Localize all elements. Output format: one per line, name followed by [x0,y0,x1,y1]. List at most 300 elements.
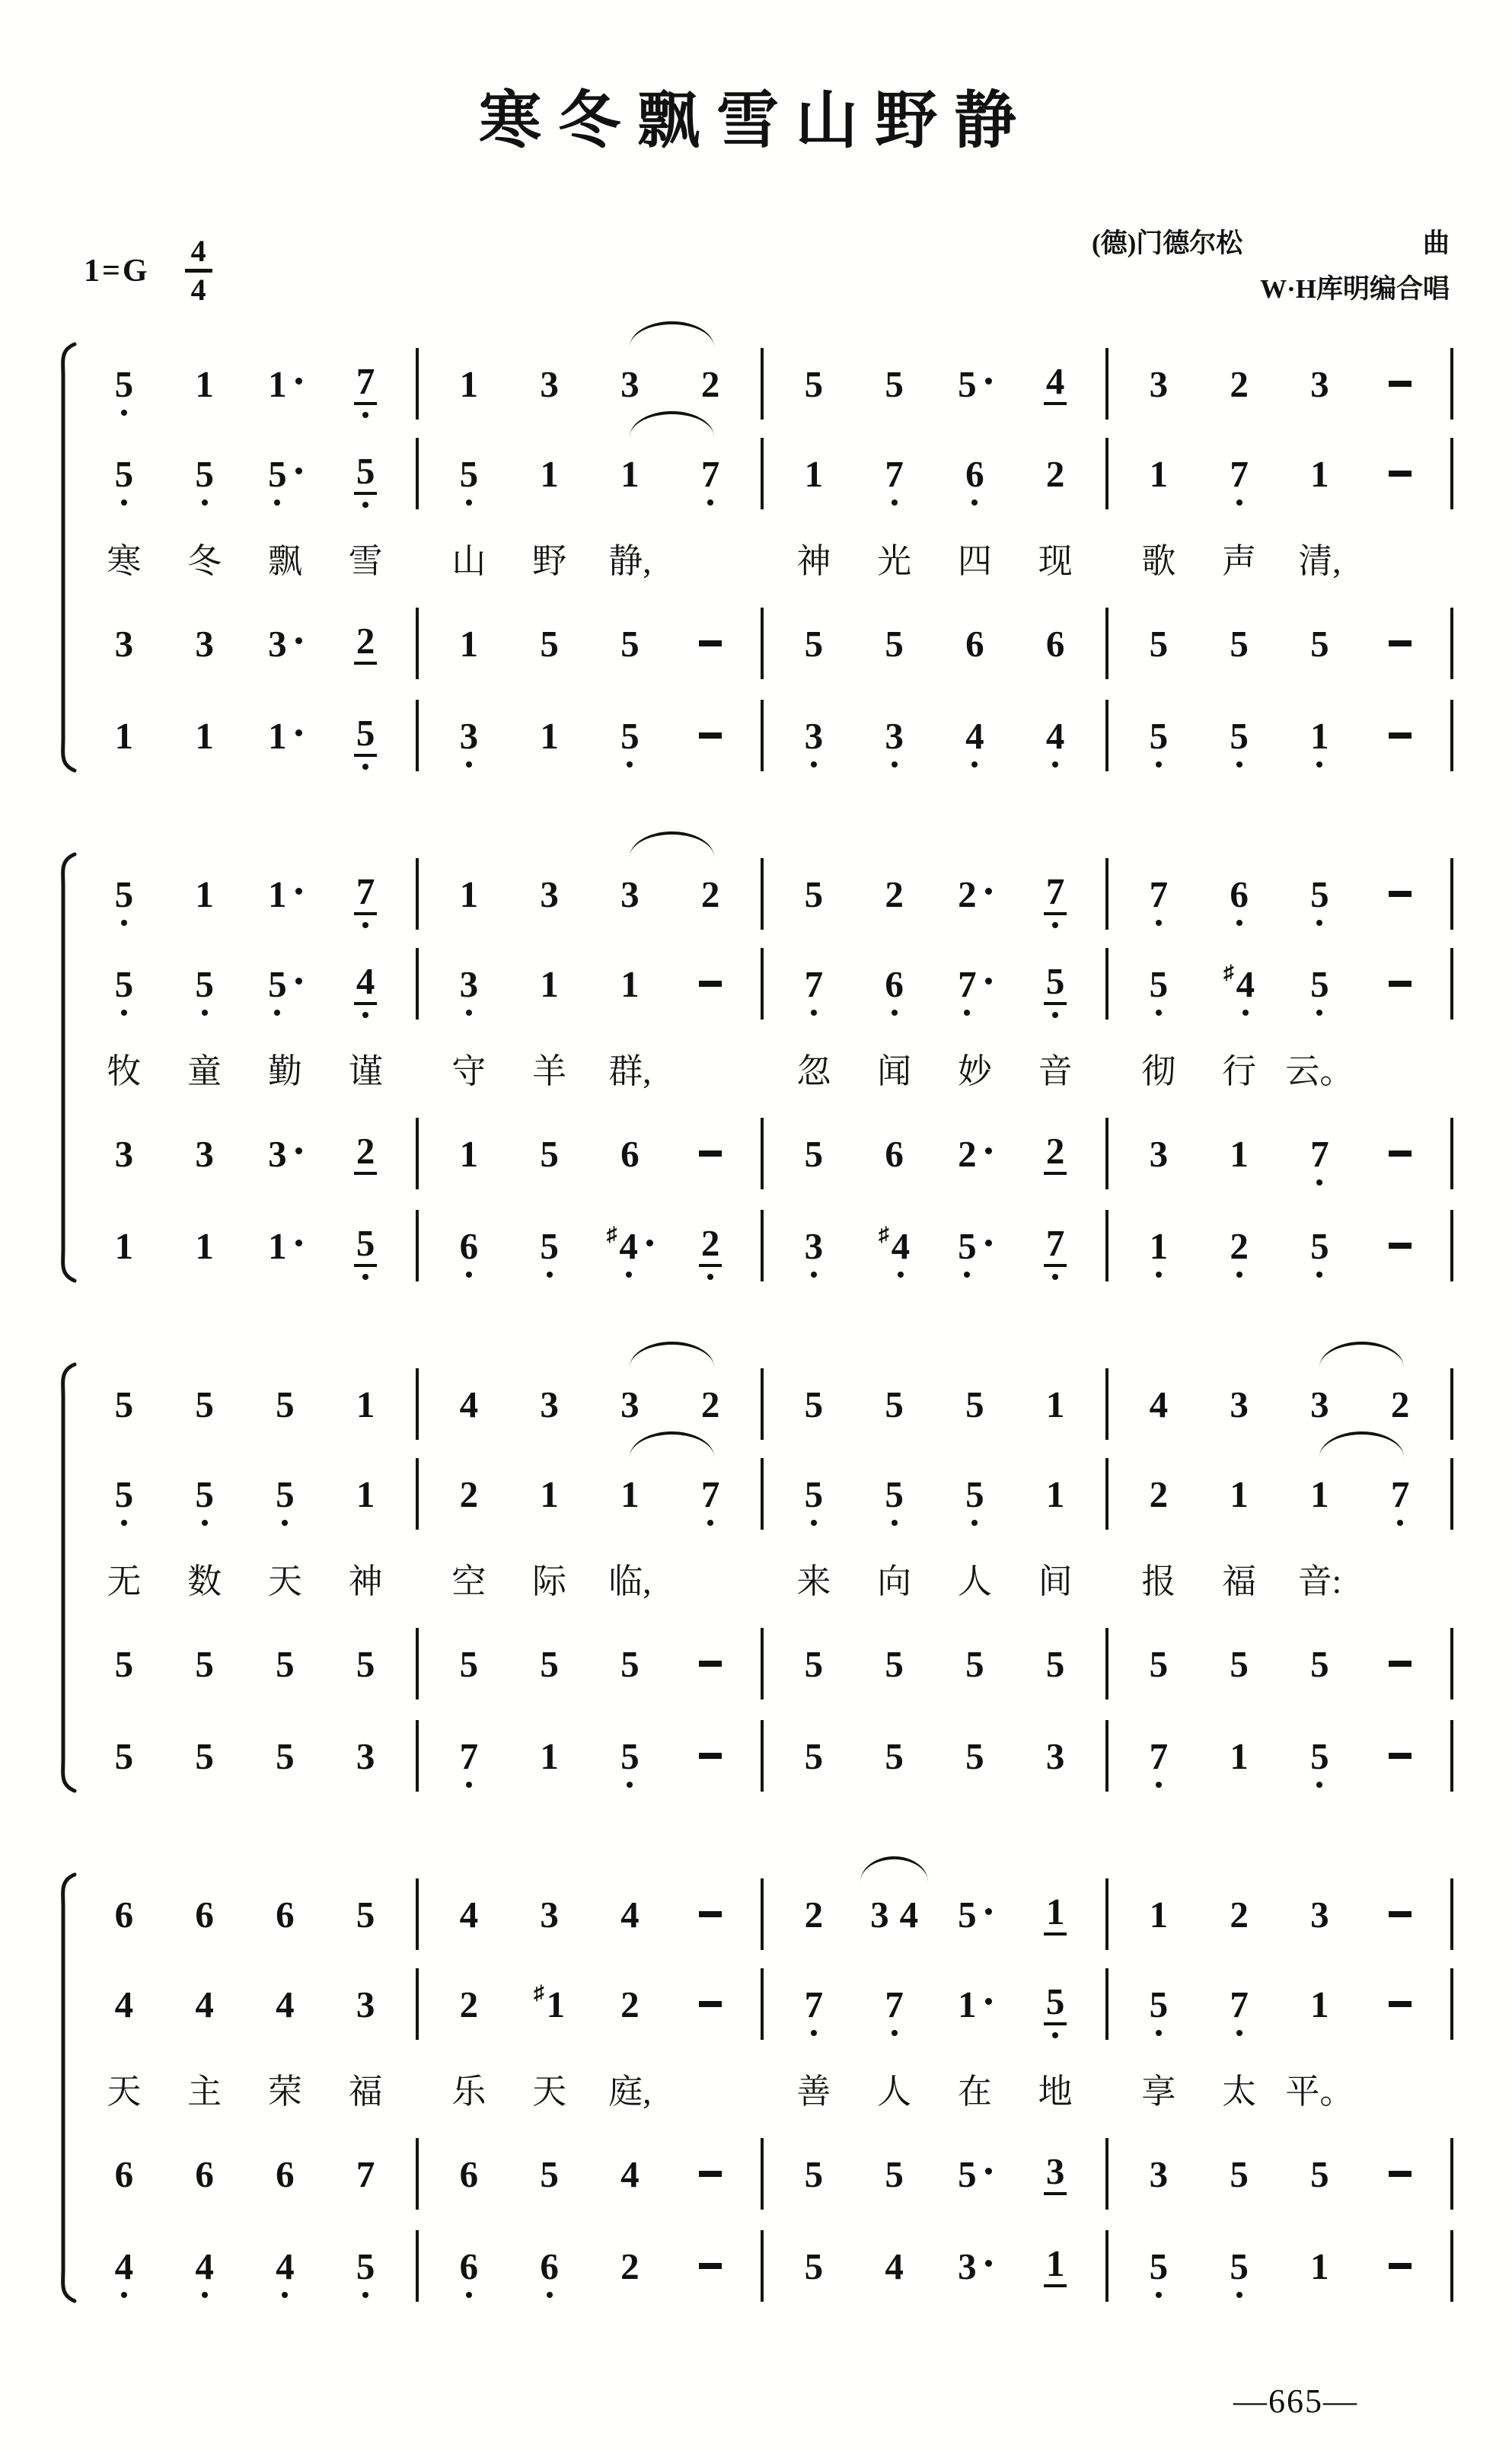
augmentation-dot-icon [985,888,992,895]
note-digit: 5 [885,622,904,665]
note-cell [245,1451,326,1537]
note-digit: 2 [1045,1130,1065,1172]
note-digit: 4 [620,1893,640,1936]
lyric-syllable: 音 [1038,1052,1073,1090]
note-cell [1118,2129,1199,2219]
note-digit: 5 [804,1383,824,1425]
low-octave-dot-icon [202,499,208,506]
note-digits [620,622,640,665]
dash-glyph [699,640,722,646]
low-octave-dot-icon [892,1520,898,1526]
note [540,962,559,1005]
note-digit: 3 [268,622,287,665]
voice-line-4 [84,1713,1463,1798]
note-digit: 5 [1310,622,1329,665]
barline-cell [751,598,774,688]
note-digit: 5 [356,450,375,492]
note [885,1473,904,1515]
note-digits [195,1132,214,1175]
note [195,1224,214,1267]
note-digit: 2 [1045,452,1065,495]
note-cell [1199,1713,1280,1798]
note [1149,1224,1169,1267]
note-digit: 5 [804,2153,824,2195]
note-cell [1015,941,1096,1026]
note-digits [1230,1473,1249,1515]
barline [416,1628,419,1699]
note-cell [774,431,854,516]
note-digits [268,873,287,915]
note-digit: 5 [1310,1642,1329,1685]
lyric-syllable: 羊 [532,1052,567,1090]
note-cell [509,431,590,516]
note-digit: 3 [804,714,824,757]
note-digits [356,2245,375,2287]
lyric-syllable: 报 [1141,1562,1176,1600]
note-digit: 7 [1390,1473,1410,1515]
note [1045,1473,1065,1515]
barline [1450,1720,1453,1792]
note-digits [459,1983,479,2025]
note [1045,622,1065,665]
page-number: —665— [1233,2382,1358,2420]
note-digit: 2 [620,2245,640,2287]
barline [1105,858,1108,930]
note-cell [935,693,1016,778]
note-digit: 5 [958,2153,977,2195]
note-cell [429,2129,509,2219]
composer-line [1092,222,1450,260]
low-octave-dot-icon [626,1272,632,1278]
augmentation-dot-icon [295,888,302,895]
note-cell [509,1451,590,1537]
low-octave-dot-icon [282,2292,288,2298]
note-cell [590,1203,671,1288]
note [965,1473,984,1515]
note-cell [935,1619,1016,1709]
barline-cell [1440,1619,1463,1709]
note-cell [1280,341,1360,426]
barline [761,608,764,679]
note-digit: 5 [356,1893,375,1936]
note [958,962,992,1005]
note-digits [620,452,640,495]
note [1044,2242,1067,2287]
augmentation-dot-icon [295,1147,302,1154]
lyric-syllable: 雪 [348,541,383,580]
note [1390,1473,1410,1515]
note-cell [164,598,245,688]
note-cell [590,1713,671,1798]
note [1044,1132,1067,1175]
barline-cell [1440,2129,1463,2219]
note-digits [114,2245,134,2287]
dash-continuation [1360,1203,1440,1288]
note-digits [965,1642,984,1685]
note [1149,452,1169,495]
note [354,1224,378,1267]
barline [416,1368,419,1440]
barline [1450,1368,1453,1440]
note-digit: 7 [356,870,375,912]
dash-continuation [670,1619,751,1709]
note-digit: 5 [1230,714,1249,757]
note-digit: 1 [620,452,640,495]
low-octave-dot-icon [274,499,280,506]
note-digits [958,2245,977,2287]
note-cell [590,1451,671,1537]
barline [416,1878,419,1950]
barline [1450,1118,1453,1189]
lyric-syllable: 福 [348,2072,383,2111]
note-digit: 5 [459,452,479,495]
lyric-syllable: 神 [796,541,831,580]
note-cell [84,341,164,426]
note-cell [325,851,406,937]
note-digits [268,362,287,405]
barline [1450,700,1453,771]
note-cell [1015,431,1096,516]
dash-continuation [1360,1872,1440,1957]
note [114,1383,134,1425]
note-cell [325,598,406,688]
note-cell [245,693,326,778]
note-digit: 4 [619,1224,638,1267]
barline [1105,948,1108,1020]
low-octave-dot-icon [362,1274,368,1280]
barline [1105,2138,1108,2210]
barline [1450,1878,1453,1950]
note-digits [354,362,378,405]
note-digits [459,362,479,405]
note-digits [1310,1642,1329,1685]
dash-glyph [1389,1661,1412,1667]
lyric-syllable: 人 [877,2072,912,2111]
note-digit: 3 [268,1132,287,1175]
barline-cell [751,941,774,1026]
note-digits [958,962,977,1005]
barline [1105,608,1108,679]
note-digits [276,1473,295,1515]
note-digit: 2 [459,1983,479,2025]
note-cell [935,1713,1016,1798]
note-digit: 3 [870,1893,889,1936]
note-digits [459,1132,479,1175]
note-cell [1015,851,1096,937]
accolade-brace-icon [49,851,84,1284]
note-cell [1280,1451,1360,1537]
note-cell [774,2223,854,2309]
note-digits [700,452,720,495]
note [700,452,720,495]
note-digit: 5 [195,1642,214,1685]
accolade-brace-icon [49,341,84,774]
dash-continuation [670,941,751,1026]
note-digit: 3 [620,1383,640,1425]
barline [1450,348,1453,420]
note-cell [429,941,509,1026]
lyric-empty [1360,1541,1440,1614]
note-digits [459,1642,479,1685]
barline [1105,1118,1108,1189]
note [958,1224,992,1267]
note-digits [1045,714,1065,757]
note-digit: 5 [1310,962,1329,1005]
note [1230,714,1249,757]
low-octave-dot-icon [466,499,472,506]
low-octave-dot-icon [1156,2030,1162,2036]
note-digits [195,1473,214,1515]
note [958,1983,992,2025]
dash-continuation [1360,431,1440,516]
note-digits [804,1132,824,1175]
note-cell [1360,1361,1440,1447]
note-digits [354,622,378,665]
note-digits [1149,2245,1169,2287]
note-cell [164,1872,245,1957]
note [540,1642,559,1685]
note-digit: 7 [1310,1132,1329,1175]
note-digit: 1 [540,1473,559,1515]
barline [761,438,764,509]
note-digits [1230,1983,1249,2025]
note-digits [354,1132,378,1175]
note-digits [1230,873,1249,915]
note-cell [429,1203,509,1288]
note [804,714,824,757]
note-digit: 7 [1045,1222,1065,1264]
note-digit: 3 [1149,2153,1169,2195]
note [804,1893,824,1936]
note-digits [885,1983,904,2025]
note-cell [774,341,854,426]
note [1149,1642,1169,1685]
note-digits [804,873,824,915]
lyric-syllable: 守 [451,1052,486,1090]
note-digit: 5 [114,1642,134,1685]
dash-continuation [1360,851,1440,937]
brace-column [49,1872,84,2309]
voice-line-2 [84,1451,1463,1537]
note [700,362,720,405]
note-cell [935,2223,1016,2309]
note-digit: 5 [804,2245,824,2287]
note [699,1224,723,1267]
note [114,1893,134,1936]
lyric-empty [1360,521,1440,594]
low-octave-dot-icon [892,761,898,768]
note-digit: 5 [356,1642,375,1685]
note-digit: 1 [114,1224,134,1267]
note-cell [1015,1451,1096,1537]
note [606,1222,653,1267]
barline-cell [406,341,429,426]
note [540,1893,559,1936]
barline [1450,608,1453,679]
note-cell [935,1961,1016,2047]
low-octave-dot-icon [811,1010,817,1016]
note-digits [114,1893,134,1936]
dash-continuation [1360,1713,1440,1798]
note [540,1383,559,1425]
note-digits [620,1642,640,1685]
note-digit: 5 [804,362,824,405]
note [540,714,559,757]
note-cell [1280,1203,1360,1288]
note [276,2245,295,2287]
note-digits [195,962,214,1005]
note-digits [1310,2153,1329,2195]
note-digit: 1 [459,873,479,915]
note-cell [1280,693,1360,778]
note [114,1473,134,1515]
note-digit: 1 [1045,2242,1065,2284]
low-octave-dot-icon [1236,2292,1242,2298]
note-digits [540,1642,559,1685]
note-digits [276,2245,295,2287]
note-cell [84,598,164,688]
note [1310,1132,1329,1175]
note-digit: 4 [195,1983,214,2025]
key-tonic: 1=G [84,253,150,289]
note-digits [1310,873,1329,915]
note [1310,622,1329,665]
note-digit: 6 [540,2245,559,2287]
note-digit: 7 [356,2153,375,2195]
barline [761,700,764,771]
lyric-syllable: 庭, [608,2072,652,2111]
note [1310,1735,1329,1777]
note-digit: 2 [804,1893,824,1936]
note-cell [84,851,164,937]
system-content [84,851,1463,1288]
barline [761,1458,764,1530]
note [804,1224,824,1267]
note-digit: 3 [459,714,479,757]
barline-cell [1440,1713,1463,1798]
note-digits [965,622,984,665]
note-cell [1118,851,1199,937]
note-digit: 1 [1310,1473,1329,1515]
note-cell [509,1713,590,1798]
low-octave-dot-icon [627,1782,633,1788]
low-octave-dot-icon [1156,2292,1162,2298]
note [1310,1893,1329,1936]
note-digit: 5 [540,1132,559,1175]
note-digits [1149,362,1169,405]
note-digit: 5 [195,1383,214,1425]
note [1310,1383,1329,1425]
note-cell [670,851,751,937]
note-digits [1310,1383,1329,1425]
barline-cell [751,431,774,516]
note [356,1383,375,1425]
note-digit: 5 [1149,1983,1169,2025]
note-cell [429,1361,509,1447]
note [885,452,904,495]
barline-cell [1096,1203,1118,1288]
note-cell [325,1109,406,1198]
lyric-syllable: 乐 [451,2072,486,2111]
note-cell [429,1713,509,1798]
note-cell [935,1872,1016,1957]
note-cell [590,1109,671,1198]
barline [1450,2138,1453,2210]
note [1149,962,1169,1005]
note-digits [540,2245,559,2287]
barline [761,1720,764,1792]
lyric-syllable: 野 [532,541,567,580]
note-digits [459,714,479,757]
note-cell [670,1451,751,1537]
note-cell [1015,1872,1096,1957]
lyric-syllable: 际 [532,1562,567,1600]
low-octave-dot-icon [202,2292,208,2298]
note-cell [935,431,1016,516]
note-digit: 5 [540,622,559,665]
note [1149,1132,1169,1175]
note [620,452,640,495]
note-cell [1118,1109,1199,1198]
note-cell [509,2129,590,2219]
note [356,1473,375,1515]
lyric-syllable: 太 [1222,2072,1257,2111]
note-cell [774,1451,854,1537]
note-cell [509,1961,590,2047]
note-cell [84,1872,164,1957]
dash-continuation [670,1109,751,1198]
low-octave-dot-icon [1052,2032,1058,2038]
low-octave-dot-icon [121,1520,127,1526]
note-cell [164,851,245,937]
lyric-syllable: 空 [451,1562,486,1600]
note-digit: 4 [1236,962,1255,1005]
note-cell [245,941,326,1026]
note-digits [620,1383,640,1425]
note-cell [1199,1961,1280,2047]
barline [761,858,764,930]
lyric-syllable: 群, [608,1052,652,1090]
note-digits [1390,1383,1410,1425]
note [885,622,904,665]
note [620,1642,640,1685]
voice-line-4 [84,693,1463,778]
note-digits [1149,1132,1169,1175]
system-3 [49,1361,1463,1798]
note-cell [774,1109,854,1198]
note-digits [1236,962,1255,1005]
note-digits [1230,1735,1249,1777]
lyric-empty [1360,2051,1440,2124]
barline-cell [1440,1961,1463,2047]
note [540,1473,559,1515]
note [459,962,479,1005]
voice-line-2 [84,1961,1463,2047]
note-digits [1230,452,1249,495]
note-cell [774,693,854,778]
note [354,1132,378,1175]
note [540,1132,559,1175]
low-octave-dot-icon [1052,1274,1058,1280]
note-digit: 5 [540,2153,559,2195]
barline-cell [751,851,774,937]
note-digits [540,1473,559,1515]
note-digits [1044,870,1067,915]
note-cell [590,1872,671,1957]
note-cell [164,2223,245,2309]
lyric-syllable: 寒 [107,541,142,580]
note [268,622,302,665]
